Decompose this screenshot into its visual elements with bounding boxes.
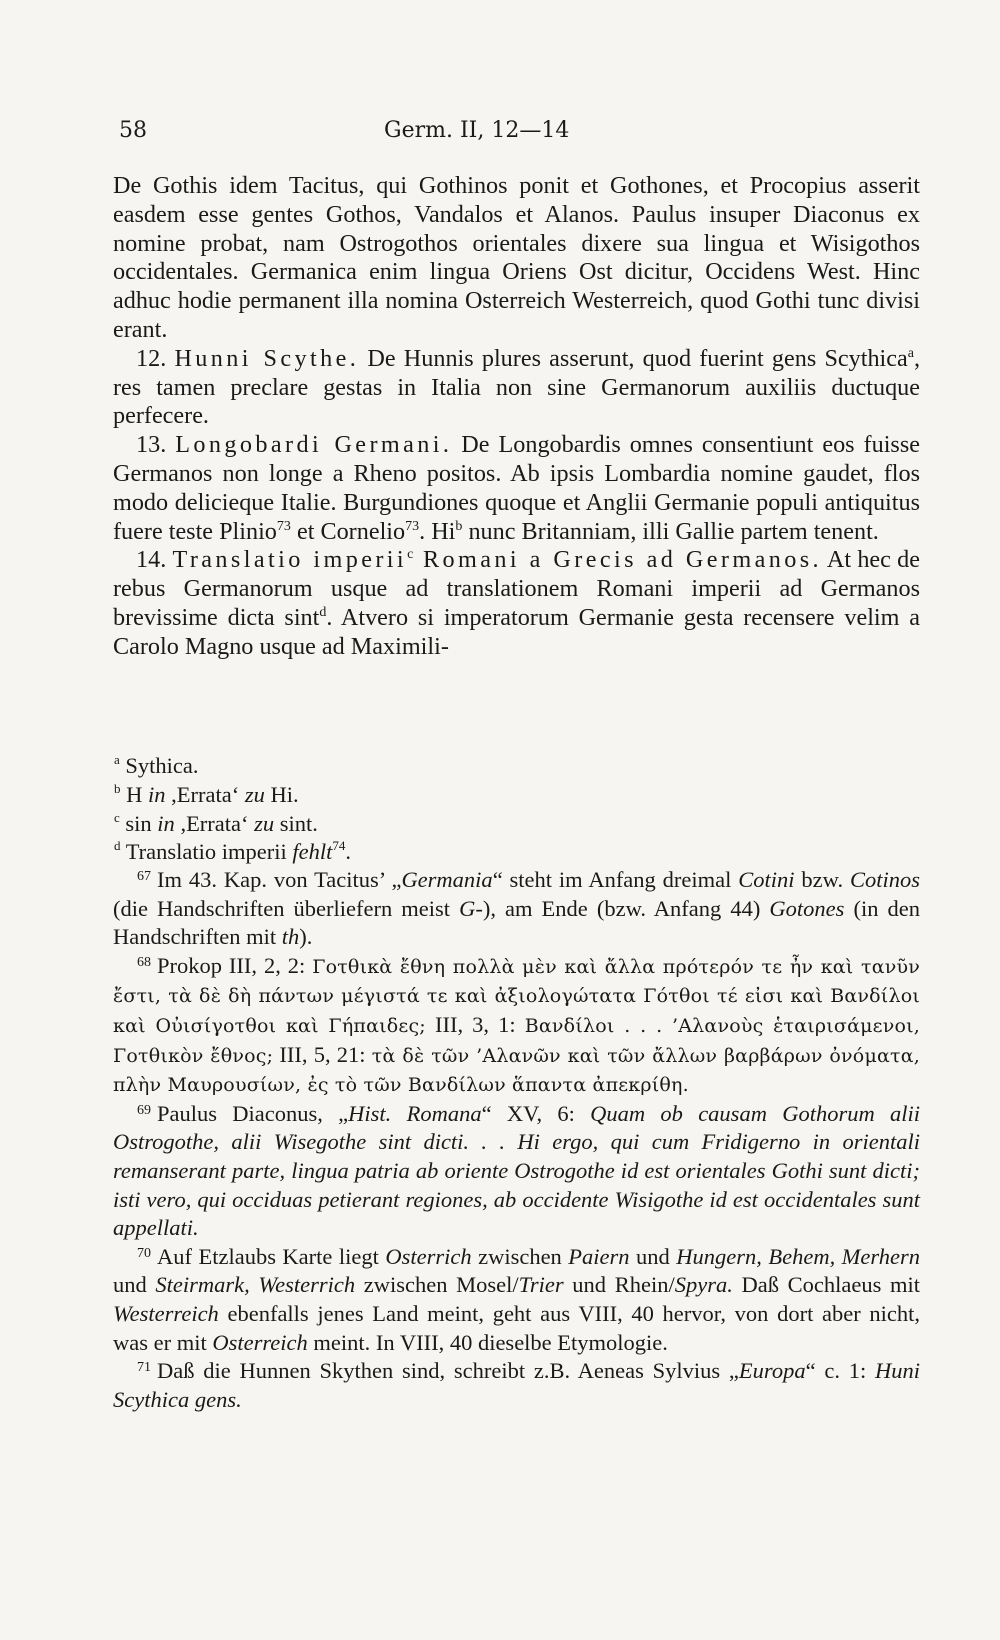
running-title: Germ. II, 12—14 xyxy=(384,118,570,143)
footnote-68: $^{68}$ Prokop III, 2, 2: Γοτθικὰ ἔθνη πολλὰ μὲν καὶ ἄλλα πρότερόν τε ἦν καὶ τανῦν ἔστι, τὰ δὲ δὴ πάντων μέγιστά τε καὶ ἀξιολογώτατα Γότθοι τέ εἰσι καὶ Βανδίλοι καὶ Οὐισίγοτθοι καὶ Γήπαιδες; III, 3, 1: Βανδίλοι . . . ’Αλανοὺς ἑταιρισάμενοι, Γοτθικὸν ἔθνος; III, 5, 21: τὰ δὲ τῶν ’Αλανῶν καὶ τῶν ἄλλων βαρβάρων ὀνόματα, πλὴν Μαυρουσίων, ἐς τὸ τῶν Βανδίλων ἅπαντα ἀπεκρίθη. xyxy=(113,952,921,1097)
page-header xyxy=(119,118,920,148)
page-number: 58 xyxy=(119,118,147,143)
apparatus-ref-b: b xyxy=(455,518,463,534)
footnote-67: $^{67}$ Im 43. Kap. von Tacitus’ „Germania“ steht im Anfang dreimal Cotini bzw. Cotinos (die Handschriften überliefern meist G-), am Ende (bzw. Anfang 44) Gotones (in den Handschriften mit th). xyxy=(113,867,920,950)
paragraph-gothis: De Gothis idem Tacitus, qui Gothinos ponit et Gothones, et Procopius asserit easdem esse gentes Gothos, Vandalos et Alanos. Paulus insuper Diaconus ex nomine probat, nam Ostrogothos orientales dixere sua lingua et Wisigothos occidentales. Germanica enim lingua Oriens Ost dicitur, Occidens West. Hinc adhuc hodie permanent illa nomina Osterreich Westerreich, quod Gothi tunc divisi erant. xyxy=(113,172,920,343)
critical-apparatus xyxy=(114,752,914,867)
main-text xyxy=(113,172,920,662)
section-12-heading: Hunni Scythe. xyxy=(174,344,360,372)
apparatus-ref-a: a xyxy=(907,345,914,361)
section-14: 14. Translatio imperii$^c$ Romani a Grecis ad Germanos. At hec de rebus Germanorum usque ad translationem Romani imperii ad Germanos brevissime dicta sint$^d$. Atvero si imperatorum Germanie gesta recensere velim a Carolo Magno usque ad Maximili- xyxy=(113,546,921,660)
apparatus-entry: $^b$ H in ,Errata‘ zu Hi. xyxy=(114,780,299,807)
apparatus-entry: $^a$ Sythica. xyxy=(114,752,199,778)
section-13-heading: Longobardi Germani. xyxy=(175,431,453,459)
apparatus-ref-d: d xyxy=(319,604,327,620)
footnotes xyxy=(113,866,920,1414)
footnote-70: $^{70}$ Auf Etzlaubs Karte liegt Osterrich zwischen Paiern und Hungern, Behem, Merhern und Steirmark, Westerrich zwischen Mosel/Trier und Rhein/Spyra. Daß Cochlaeus mit Westerreich ebenfalls jenes Land meint, geht aus VIII, 40 hervor, von dort aber nicht, was er mit Osterreich meint. In VIII, 40 dieselbe Etymologie. xyxy=(113,1243,921,1355)
apparatus-ref-c: c xyxy=(407,547,414,563)
footnote-69: $^{69}$ Paulus Diaconus, „Hist. Romana“ XV, 6: Quam ob causam Gothorum alii Ostrogothe, alii Wisegothe sint dicti. . . Hi ergo, qui cum Fridigerno in orientali remanserant parte, lingua patria ab oriente Ostrogothe id est orientales Gothi sunt dicti; isti vero, qui occiduas petierant regiones, ab occidente Wisigothe id est occidentales sunt appellati. xyxy=(113,1100,921,1241)
footnote-71: $^{71}$ Daß die Hunnen Skythen sind, schreibt z.B. Aeneas Sylvius „Europa“ c. 1: Huni Scythica gens. xyxy=(113,1358,920,1412)
apparatus-entry: $^c$ sin in ,Errata‘ zu sint. xyxy=(114,809,318,836)
footnote-ref-73b: 73 xyxy=(405,518,420,534)
section-12: 12. Hunni Scythe. De Hunnis plures asserunt, quod fuerint gens Scythica$^a$, res tamen preclare gestas in Italia non sine Germanorum auxiliis ductuque perfecere. xyxy=(113,344,921,430)
section-14-heading: Translatio imperii xyxy=(172,546,408,574)
apparatus-entry: $^d$ Translatio imperii fehlt$^{74}$. xyxy=(114,838,352,865)
section-13: 13. Longobardi Germani. De Longobardis omnes consentiunt eos fuisse Germanos non longe a Rheno positos. Ab ipsis Lombardia nomine gaudet, flos modo delicieque Italie. Burgundiones quoque et Anglii Germanie populi antiquitus fuere teste Plinio$^{73}$ et Cornelio$^{73}$. Hi$^b$ nunc Britanniam, illi Gallie partem tenent. xyxy=(113,431,920,545)
footnote-ref-73: 73 xyxy=(276,518,291,534)
